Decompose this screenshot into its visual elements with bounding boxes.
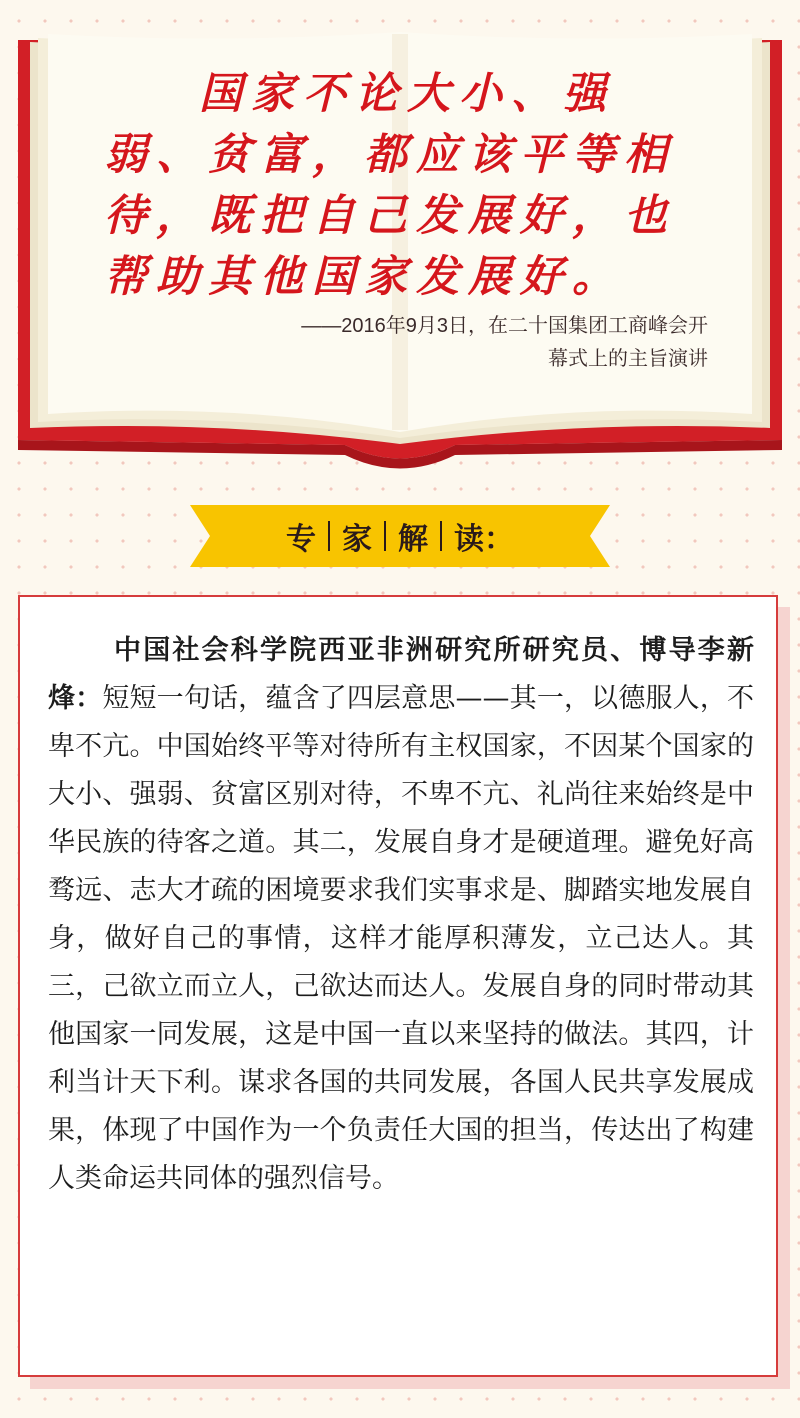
banner-char-4: 读： [454,522,514,557]
expert-name: 中国社会科学院西亚非洲研究所研究员、博导李新烽： [48,635,754,714]
commentary-text: 短短一句话，蕴含了四层意思——其一，以德服人，不卑不亢。中国始终平等对待所有主权国家，不因某个国家的大小、强弱、贫富区别对待，不卑不亢、礼尚往来始终是中华民族的待客之道。其二，发展自身才是硬道理。避免好高骛远、志大才疏的困境要求我们实事求是、脚踏实地发展自身，做好自己的事情，这样才能厚积薄发，立己达人。其三，己欲立而立人，己欲达而达人。发展自身的同时带动其他国家一同发展，这是中国一直以来坚持的做法。其四，计利当计天下利。谋求各国的共同发展，各国人民共享发展成果，体现了中国作为一个负责任大国的担当，传达出了构建人类命运共同体的强烈信号。 [48,683,755,1194]
commentary-box [18,595,778,1377]
banner-char-1: 专 [286,522,316,557]
quote-source: ——2016年9月3日，在二十国集团工商峰会开幕式上的主旨演讲 [301,315,708,370]
open-book-illustration [0,0,800,470]
banner-char-3: 解 [398,522,428,557]
banner-title [190,505,610,567]
quote-text: 国家不论大小、强弱、贫富，都应该平等相待，既把自己发展好，也帮助其他国家发展好。 [104,69,676,302]
commentary-paragraph [48,627,754,1203]
expert-reading-banner [190,505,610,567]
banner-char-2: 家 [342,522,372,557]
